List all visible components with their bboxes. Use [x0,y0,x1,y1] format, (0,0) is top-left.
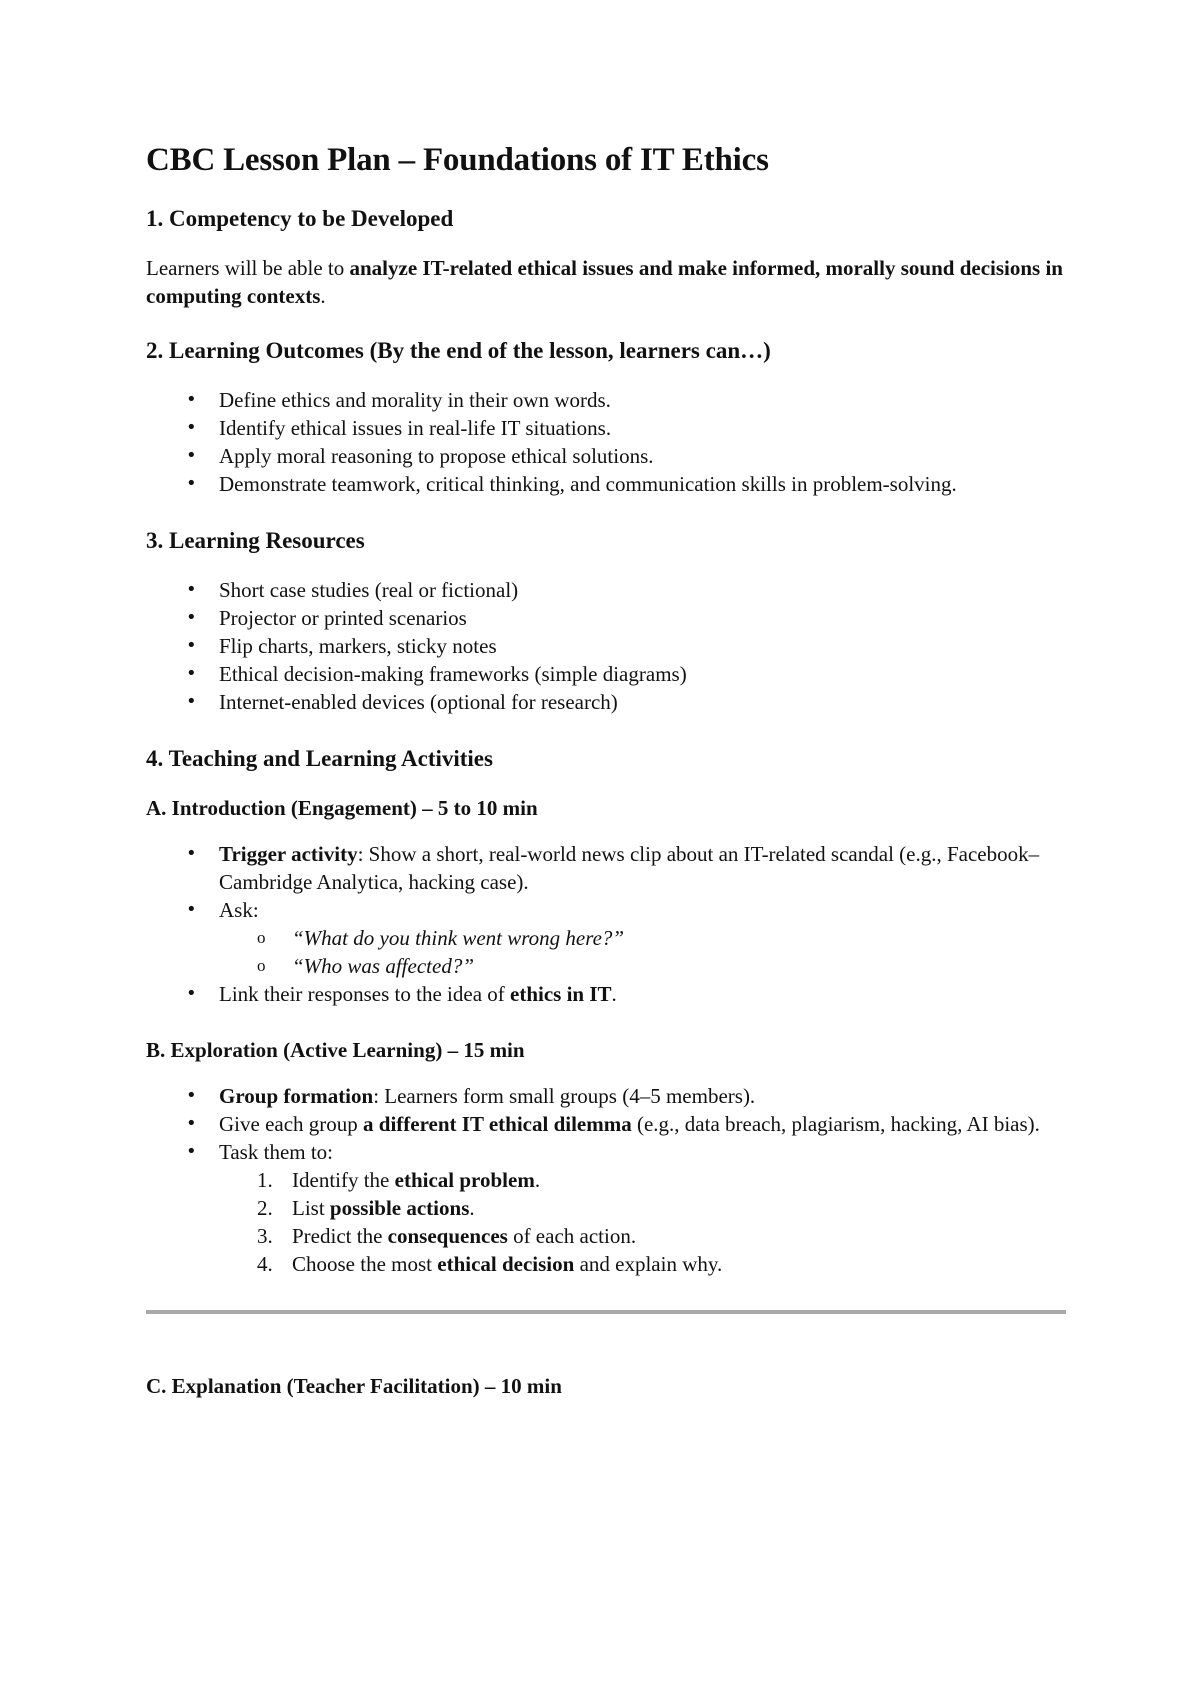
link-text-bold: ethics in IT [510,982,612,1006]
resources-list [146,576,1066,716]
give-text-bold: a different IT ethical dilemma [363,1112,632,1136]
list-item [146,840,1066,896]
ask-label: Ask: [219,898,259,922]
competency-text-bold: analyze IT-related ethical issues and make informed, morally sound decisions in computing contexts [146,256,1063,308]
steps-list [219,1166,1066,1278]
task-label: Task them to: [219,1140,334,1164]
section-heading-activities: 4. Teaching and Learning Activities [146,746,493,771]
step-number: 1. [257,1168,273,1192]
section-heading-outcomes: 2. Learning Outcomes (By the end of the lesson, learners can…) [146,338,771,363]
step-text: Choose the most [292,1252,438,1276]
step-number: 4. [257,1252,273,1276]
subheading-explanation: C. Explanation (Teacher Facilitation) – 10 min [146,1374,562,1398]
list-item: • Internet-enabled devices (optional for research) [146,688,1066,716]
step-text: Predict the [292,1224,388,1248]
exploration-list [146,1082,1066,1278]
step-text: List [292,1196,330,1220]
link-text-end: . [611,982,617,1006]
list-item: • Flip charts, markers, sticky notes [146,632,1066,660]
question-text: “What do you think went wrong here?” [292,926,625,950]
link-text-intro: Link their responses to the idea of [219,982,511,1006]
step-item [219,1222,1066,1250]
trigger-text: : Show a short, real-world news clip about an IT-related scandal (e.g., Facebook–Cambridge Analytica, hacking case). [219,842,1040,894]
list-item: • Short case studies (real or fictional) [146,576,1066,604]
subheading-introduction: A. Introduction (Engagement) – 5 to 10 min [146,796,538,820]
outcomes-list [146,386,1066,498]
list-item: • Ethical decision-making frameworks (simple diagrams) [146,660,1066,688]
competency-paragraph [146,254,1066,310]
list-item [146,1082,1066,1110]
step-text-end: . [534,1168,541,1192]
list-item [146,1110,1066,1138]
step-text-end: of each action. [507,1224,637,1248]
step-text: Identify the [292,1168,395,1192]
subheading-exploration: B. Exploration (Active Learning) – 15 min [146,1038,525,1062]
group-text: : Learners form small groups (4–5 members). [373,1084,756,1108]
section-heading-competency: 1. Competency to be Developed [146,206,454,231]
document-content [146,138,1066,1418]
list-item: • Demonstrate teamwork, critical thinking, and communication skills in problem-solving. [146,470,1066,498]
competency-text-end: . [320,284,326,308]
give-text-intro: Give each group [219,1112,364,1136]
step-bold: possible actions [329,1196,470,1220]
horizontal-divider [146,1310,1066,1314]
list-item [146,1138,1066,1278]
list-item: • Apply moral reasoning to propose ethical solutions. [146,442,1066,470]
question-item [219,924,1066,952]
step-item [219,1250,1066,1278]
step-text-end: and explain why. [574,1252,723,1276]
introduction-list [146,840,1066,1008]
step-text-end: . [469,1196,475,1220]
trigger-label: Trigger activity [219,842,358,866]
step-item [219,1166,1066,1194]
step-bold: consequences [387,1224,508,1248]
list-item: • Define ethics and morality in their own words. [146,386,1066,414]
group-label: Group formation [219,1084,374,1108]
list-item: • Identify ethical issues in real-life IT situations. [146,414,1066,442]
step-number: 3. [257,1224,273,1248]
list-item [146,896,1066,980]
list-item: • Projector or printed scenarios [146,604,1066,632]
give-text-end: (e.g., data breach, plagiarism, hacking, AI bias). [631,1112,1040,1136]
section-heading-resources: 3. Learning Resources [146,528,365,553]
document-title: CBC Lesson Plan – Foundations of IT Ethics [146,142,769,178]
step-bold: ethical problem [394,1168,535,1192]
step-bold: ethical decision [437,1252,575,1276]
step-item [219,1194,1066,1222]
step-number: 2. [257,1196,273,1220]
competency-text-intro: Learners will be able to [146,256,350,280]
question-item [219,952,1066,980]
list-item [146,980,1066,1008]
questions-list [219,924,1066,980]
question-text: “Who was affected?” [292,954,474,978]
